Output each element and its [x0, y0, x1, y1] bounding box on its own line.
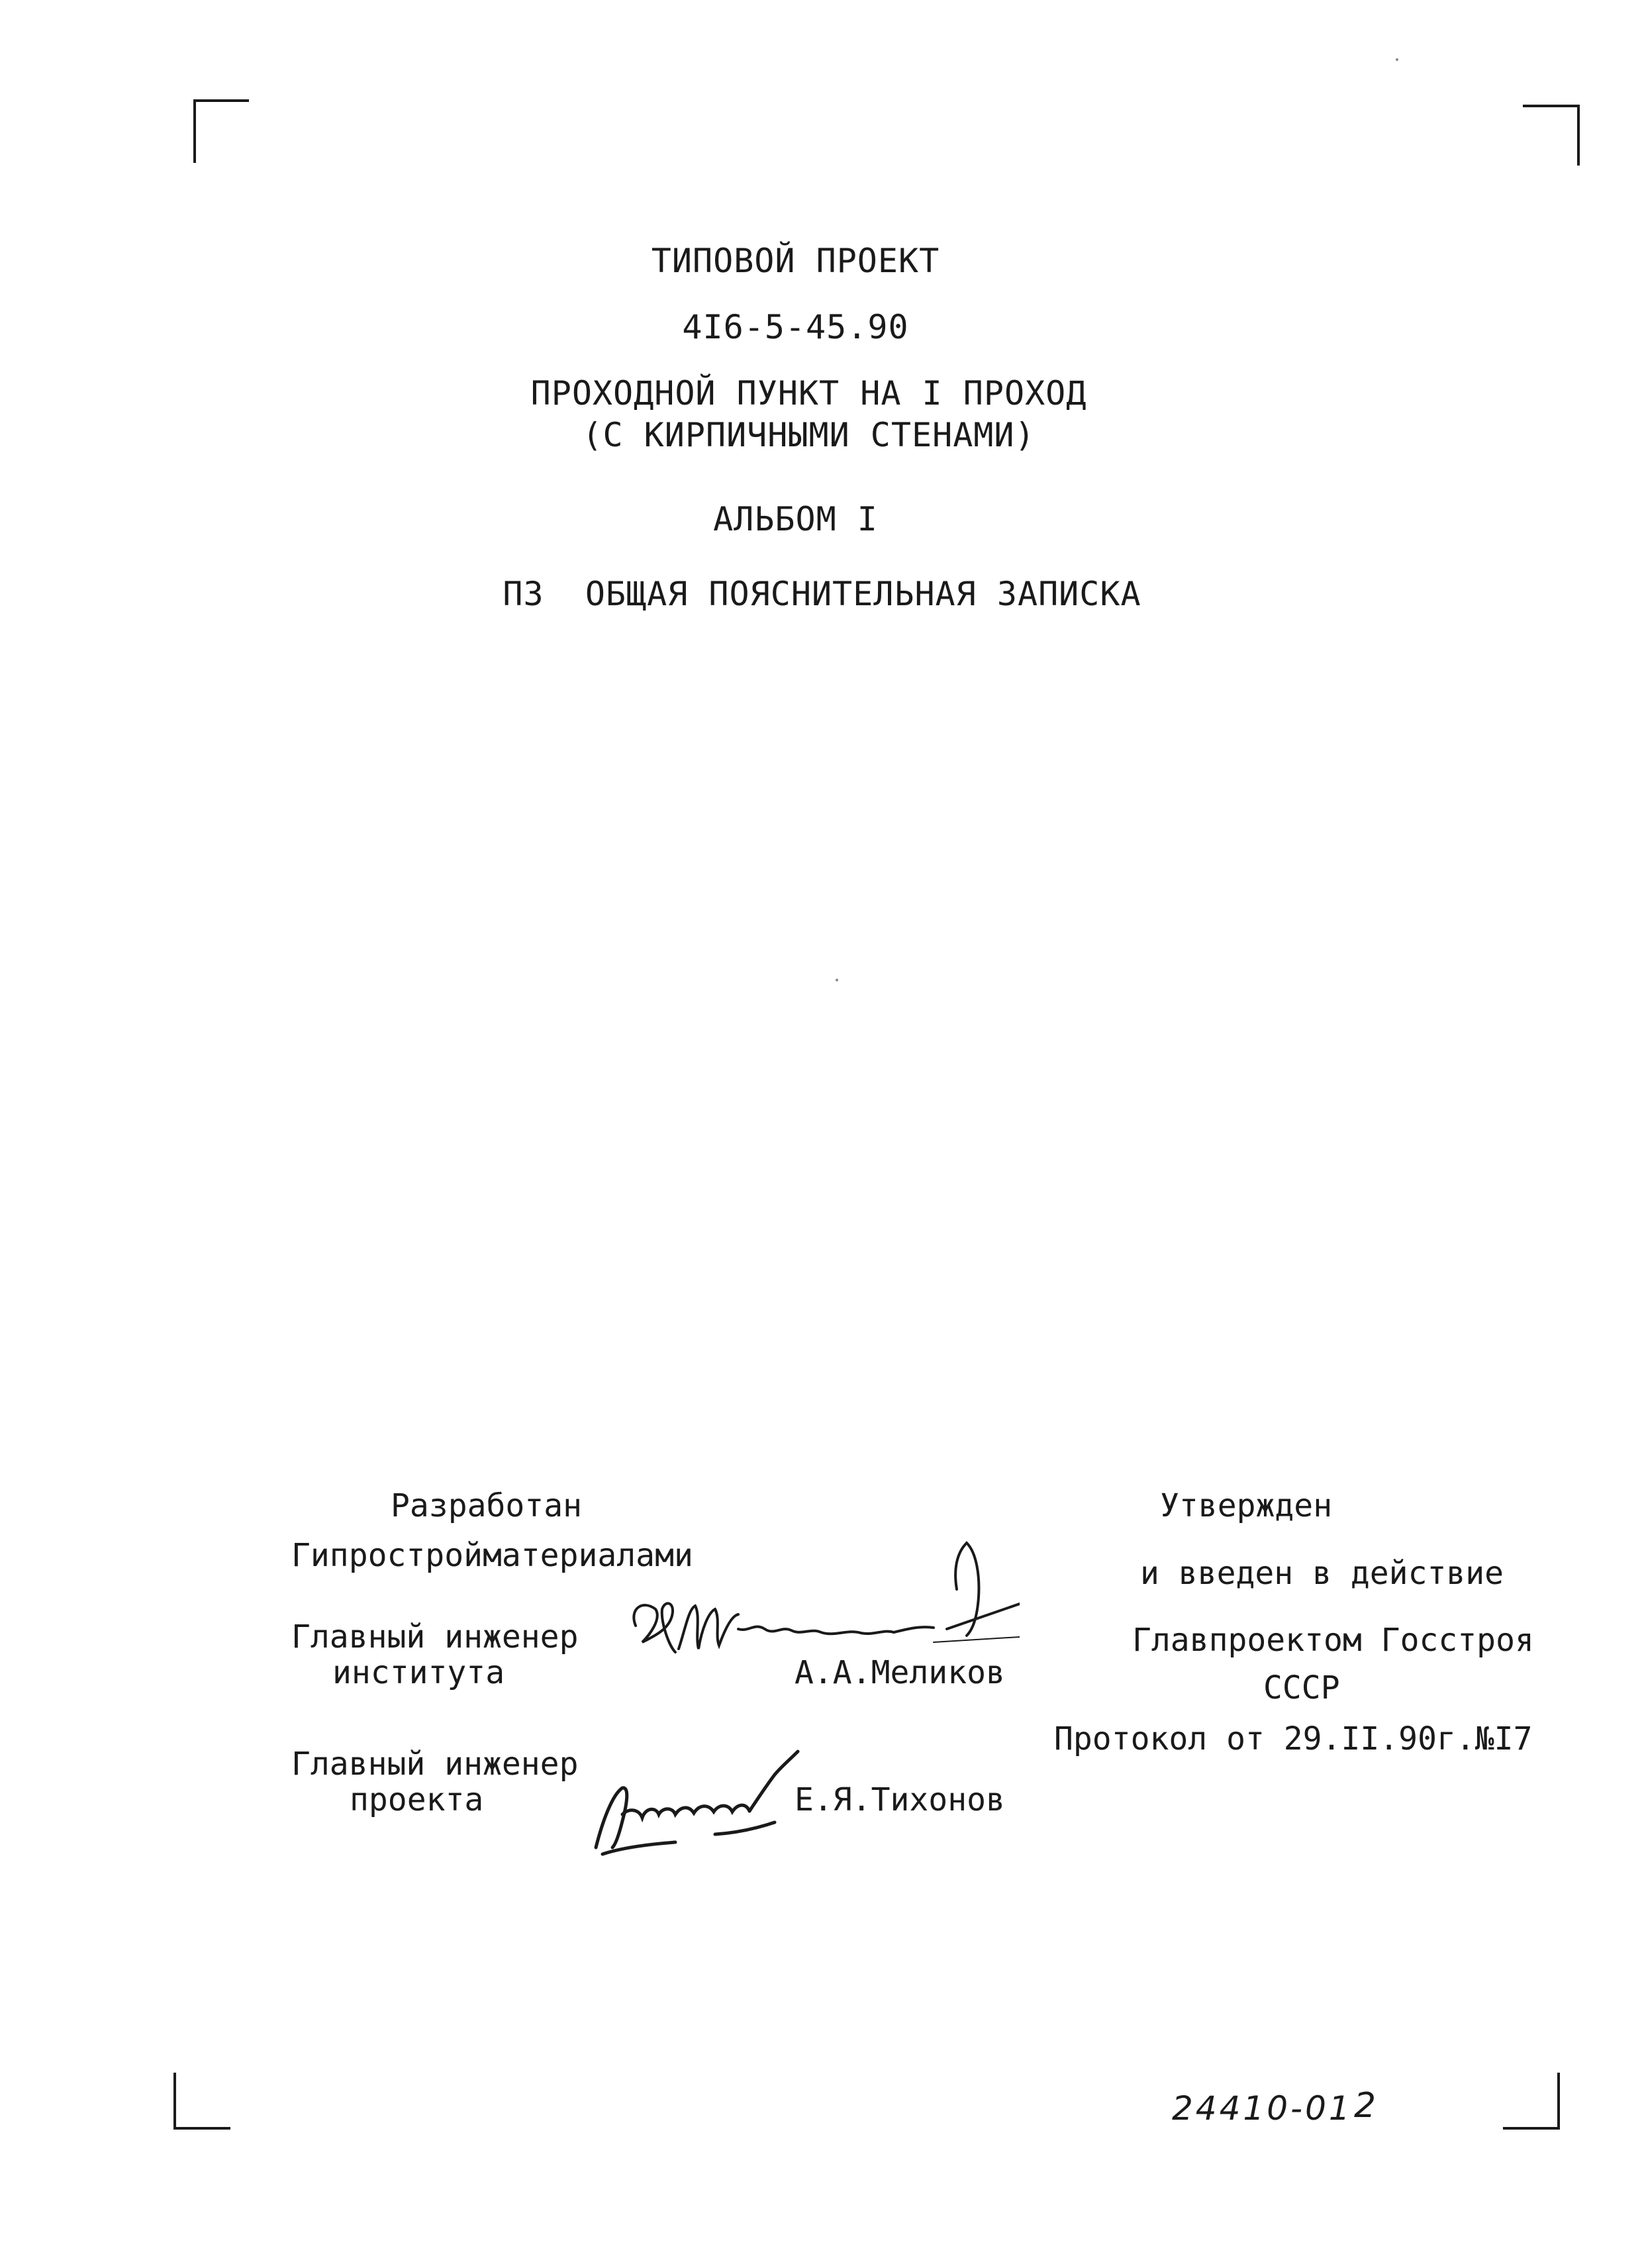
project-name-line1: ПРОХОДНОЙ ПУНКТ НА I ПРОХОД [530, 374, 1087, 413]
approval-protocol: Протокол от 29.II.90г.№I7 [1054, 1720, 1533, 1757]
developed-label: Разработан [391, 1487, 582, 1524]
scan-speck [1396, 58, 1398, 61]
approved-line1: Утвержден [1160, 1487, 1333, 1524]
project-code: 4I6-5-45.90 [682, 308, 909, 346]
approved-line4: СССР [1263, 1669, 1340, 1706]
chief-institute-title-line1: Главный инженер [291, 1618, 579, 1655]
corner-mark-bottom-left [173, 2073, 230, 2130]
approved-line3: Главпроектом Госстроя [1132, 1622, 1534, 1659]
signature-tikhonov [583, 1748, 801, 1864]
signature-melikov [622, 1536, 1020, 1695]
page-number: 2 [1354, 2086, 1377, 2126]
project-type: ТИПОВОЙ ПРОЕКТ [651, 242, 940, 280]
chief-project-title-line1: Главный инженер [291, 1746, 579, 1783]
chief-project-name: Е.Я.Тихонов [795, 1781, 1005, 1818]
corner-mark-top-right [1523, 105, 1580, 166]
album-label: АЛЬБОМ I [713, 500, 878, 538]
project-name-line2: (С КИРПИЧНЫМИ СТЕНАМИ) [582, 416, 1036, 454]
scan-speck [836, 979, 838, 981]
chief-institute-title-line2: института [332, 1654, 505, 1691]
section-title: ПЗ ОБЩАЯ ПОЯСНИТЕЛЬНАЯ ЗАПИСКА [503, 575, 1141, 613]
chief-project-title-line2: проекта [350, 1781, 484, 1818]
archive-number: 24410-01 [1172, 2089, 1353, 2128]
developer-org: Гипростройматериалами [291, 1537, 693, 1574]
corner-mark-bottom-right [1503, 2073, 1560, 2130]
corner-mark-top-left [193, 99, 249, 163]
approved-line2: и введен в действие [1140, 1555, 1504, 1592]
chief-institute-name: А.А.Меликов [795, 1654, 1005, 1691]
